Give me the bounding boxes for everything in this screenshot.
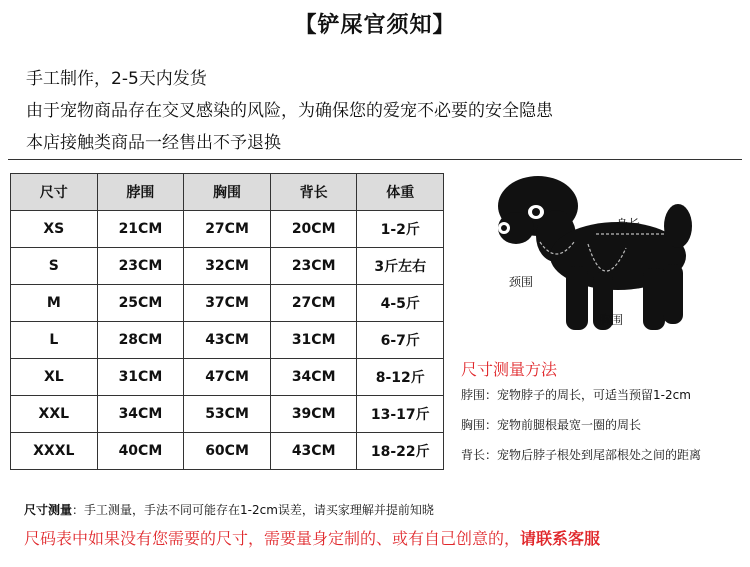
note-infection-risk: 由于宠物商品存在交叉感染的风险，为确保您的爱宠不必要的安全隐患 [26, 101, 553, 121]
table-row [11, 322, 444, 359]
measure-back: 背长：宠物后脖子根处到尾部根处之间的距离 [461, 448, 702, 462]
divider [8, 159, 742, 160]
cell-chest: 47CM [184, 359, 271, 396]
header-back: 背长 [270, 174, 357, 211]
cell-neck: 31CM [97, 359, 184, 396]
dog-measurement-diagram [478, 176, 738, 350]
measure-tip-text: ：手工测量，手法不同可能存在1-2cm误差，请买家理解并提前知晓 [72, 503, 434, 517]
cell-back: 39CM [270, 396, 357, 433]
cell-size: L [11, 322, 98, 359]
size-table [10, 173, 444, 470]
cell-neck: 40CM [97, 433, 184, 470]
cell-size: M [11, 285, 98, 322]
neck-label: 颈围 [509, 275, 534, 289]
cell-weight: 1-2斤 [357, 211, 444, 248]
cell-weight: 13-17斤 [357, 396, 444, 433]
cell-neck: 28CM [97, 322, 184, 359]
cell-weight: 6-7斤 [357, 322, 444, 359]
measure-tip-label: 尺寸测量 [24, 503, 73, 517]
measure-neck: 脖围：宠物脖子的周长，可适当预留1-2cm [461, 388, 691, 402]
cell-back: 27CM [270, 285, 357, 322]
cell-weight: 4-5斤 [357, 285, 444, 322]
cell-weight: 18-22斤 [357, 433, 444, 470]
cell-size: XL [11, 359, 98, 396]
cell-chest: 60CM [184, 433, 271, 470]
cell-size: XXXL [11, 433, 98, 470]
back-length-label: 身长 [616, 217, 641, 231]
header-weight: 体重 [357, 174, 444, 211]
cell-back: 23CM [270, 248, 357, 285]
cell-size: S [11, 248, 98, 285]
table-row [11, 285, 444, 322]
cell-weight: 8-12斤 [357, 359, 444, 396]
cell-neck: 21CM [97, 211, 184, 248]
contact-service-link[interactable]: 请联系客服 [520, 529, 601, 548]
header-chest: 胸围 [184, 174, 271, 211]
size-table-header [11, 174, 444, 211]
table-row [11, 211, 444, 248]
measure-method-title: 尺寸测量方法 [461, 360, 558, 379]
cell-chest: 43CM [184, 322, 271, 359]
header-neck: 脖围 [97, 174, 184, 211]
table-row [11, 433, 444, 470]
cell-chest: 32CM [184, 248, 271, 285]
page-title: 【铲屎官须知】 [294, 13, 456, 38]
table-row [11, 248, 444, 285]
cell-back: 43CM [270, 433, 357, 470]
cell-size: XS [11, 211, 98, 248]
note-no-returns: 本店接触类商品一经售出不予退换 [26, 133, 281, 153]
cell-chest: 37CM [184, 285, 271, 322]
custom-order-notice [24, 526, 600, 549]
cell-back: 20CM [270, 211, 357, 248]
cell-size: XXL [11, 396, 98, 433]
cell-chest: 53CM [184, 396, 271, 433]
cell-neck: 25CM [97, 285, 184, 322]
cell-weight: 3斤左右 [357, 248, 444, 285]
cell-back: 34CM [270, 359, 357, 396]
custom-order-text: 尺码表中如果没有您需要的尺寸，需要量身定制的、或有自己创意的， [24, 529, 521, 548]
cell-chest: 27CM [184, 211, 271, 248]
table-row [11, 396, 444, 433]
cell-neck: 23CM [97, 248, 184, 285]
dog-silhouette [498, 176, 692, 330]
chest-label: 胸围 [599, 313, 624, 327]
measure-tip [24, 501, 434, 518]
header-size: 尺寸 [11, 174, 98, 211]
cell-back: 31CM [270, 322, 357, 359]
note-shipping: 手工制作，2-5天内发货 [26, 69, 207, 89]
measure-chest: 胸围：宠物前腿根最宽一圈的周长 [461, 418, 642, 432]
cell-neck: 34CM [97, 396, 184, 433]
table-row [11, 359, 444, 396]
